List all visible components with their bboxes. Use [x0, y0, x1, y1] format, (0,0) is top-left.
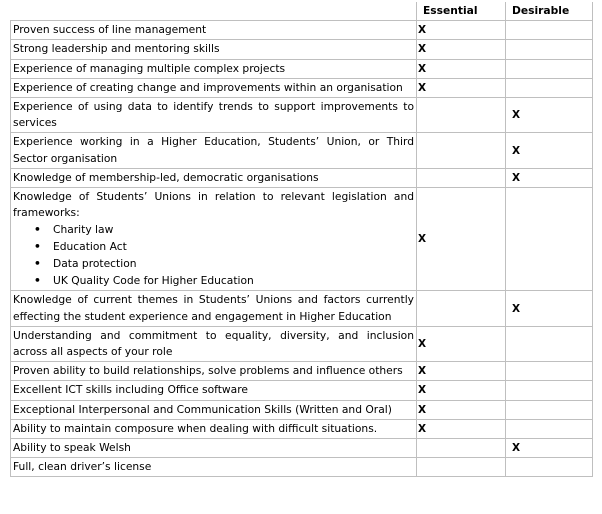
table-row	[11, 439, 593, 458]
criterion-text: Knowledge of current themes in Students’ Unions and factors currently effecting the student experience and engagement in Higher Education	[11, 291, 417, 326]
criterion-text: Experience working in a Higher Education, Students’ Union, or Third Sector organisation	[11, 133, 417, 168]
table-row	[11, 381, 593, 400]
table-row	[11, 40, 593, 59]
essential-mark	[417, 168, 506, 187]
desirable-mark	[506, 381, 593, 400]
table-row	[11, 326, 593, 361]
table-row	[11, 78, 593, 97]
desirable-mark	[506, 419, 593, 438]
criterion-text: Strong leadership and mentoring skills	[11, 40, 417, 59]
essential-mark: X	[417, 400, 506, 419]
desirable-header: Desirable	[506, 2, 593, 21]
desirable-mark	[506, 458, 593, 477]
desirable-mark	[506, 40, 593, 59]
essential-mark: X	[417, 188, 506, 291]
essential-mark: X	[417, 326, 506, 361]
essential-mark	[417, 98, 506, 133]
criterion-text: Proven ability to build relationships, solve problems and influence others	[11, 362, 417, 381]
table-row	[11, 362, 593, 381]
essential-mark	[417, 458, 506, 477]
table-row	[11, 291, 593, 326]
desirable-mark	[506, 362, 593, 381]
person-specification-table	[10, 2, 593, 477]
list-item: • Data protection	[53, 255, 414, 272]
essential-mark: X	[417, 362, 506, 381]
desirable-mark: X	[506, 291, 593, 326]
table-row	[11, 21, 593, 40]
criterion-text: Experience of creating change and improvements within an organisation	[11, 78, 417, 97]
essential-mark: X	[417, 59, 506, 78]
criterion-cell	[11, 188, 417, 291]
desirable-mark	[506, 78, 593, 97]
criterion-text: Exceptional Interpersonal and Communication Skills (Written and Oral)	[11, 400, 417, 419]
list-item: • UK Quality Code for Higher Education	[53, 272, 414, 289]
essential-mark: X	[417, 40, 506, 59]
desirable-mark: X	[506, 133, 593, 168]
table-row	[11, 400, 593, 419]
essential-mark: X	[417, 78, 506, 97]
criterion-text: Ability to speak Welsh	[11, 439, 417, 458]
table-row	[11, 419, 593, 438]
criterion-text: Excellent ICT skills including Office software	[11, 381, 417, 400]
criterion-text: Knowledge of Students’ Unions in relation to relevant legislation and frameworks:	[13, 190, 414, 220]
table-row	[11, 59, 593, 78]
desirable-mark: X	[506, 439, 593, 458]
criterion-text: Experience of using data to identify trends to support improvements to services	[11, 98, 417, 133]
legislation-list	[13, 221, 414, 289]
header-row	[11, 2, 593, 21]
criterion-text: Experience of managing multiple complex projects	[11, 59, 417, 78]
criterion-text: Proven success of line management	[11, 21, 417, 40]
criterion-text: Understanding and commitment to equality, diversity, and inclusion across all aspects of your role	[11, 326, 417, 361]
desirable-mark	[506, 21, 593, 40]
essential-mark	[417, 439, 506, 458]
essential-mark	[417, 291, 506, 326]
table-row	[11, 188, 593, 291]
essential-mark	[417, 133, 506, 168]
table-row	[11, 168, 593, 187]
desirable-mark	[506, 326, 593, 361]
criteria-header	[11, 2, 417, 21]
criterion-text: Full, clean driver’s license	[11, 458, 417, 477]
essential-mark: X	[417, 419, 506, 438]
table-row	[11, 458, 593, 477]
desirable-mark: X	[506, 168, 593, 187]
desirable-mark	[506, 59, 593, 78]
essential-mark: X	[417, 381, 506, 400]
list-item: • Charity law	[53, 221, 414, 238]
table-row	[11, 133, 593, 168]
essential-header: Essential	[417, 2, 506, 21]
criterion-text: Ability to maintain composure when dealing with difficult situations.	[11, 419, 417, 438]
desirable-mark	[506, 188, 593, 291]
essential-mark: X	[417, 21, 506, 40]
criterion-text: Knowledge of membership-led, democratic organisations	[11, 168, 417, 187]
desirable-mark: X	[506, 98, 593, 133]
desirable-mark	[506, 400, 593, 419]
list-item: • Education Act	[53, 238, 414, 255]
table-row	[11, 98, 593, 133]
